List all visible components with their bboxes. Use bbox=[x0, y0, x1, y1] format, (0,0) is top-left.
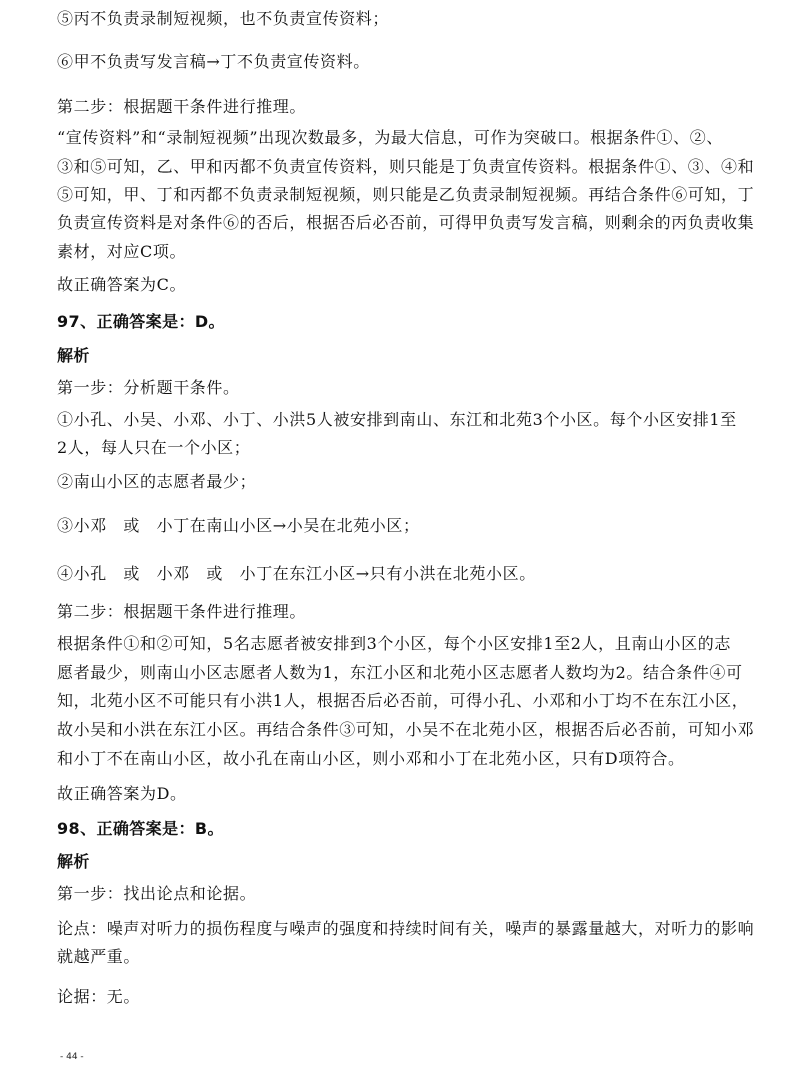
text-line: 故小吴和小洪在东江小区。再结合条件③可知，小吴不在北苑小区，根据否后必否前，可知小邓 bbox=[57, 720, 755, 739]
text-line: 根据条件①和②可知，5名志愿者被安排到3个小区，每个小区安排1至2人，且南山小区的志 bbox=[57, 634, 731, 653]
text-line: 2人，每人只在一个小区； bbox=[57, 438, 251, 457]
text-line: 知，北苑小区不可能只有小洪1人，根据否后必否前，可得小孔、小邓和小丁均不在东江小区， bbox=[57, 691, 749, 710]
question-answer-heading: 97、正确答案是：D。 bbox=[57, 312, 225, 331]
text-line: ⑥甲不负责写发言稿→丁不负责宣传资料。 bbox=[57, 52, 370, 71]
analysis-heading: 解析 bbox=[57, 852, 90, 871]
text-line: 素材，对应C项。 bbox=[57, 242, 187, 261]
text-line: ④小孔 或 小邓 或 小丁在东江小区→只有小洪在北苑小区。 bbox=[57, 564, 536, 583]
step-heading: 第一步：找出论点和论据。 bbox=[57, 884, 257, 903]
text-line: ⑤丙不负责录制短视频，也不负责宣传资料； bbox=[57, 9, 390, 28]
analysis-heading: 解析 bbox=[57, 346, 90, 365]
text-line: 论点：噪声对听力的损伤程度与噪声的强度和持续时间有关，噪声的暴露量越大，对听力的影响 bbox=[57, 919, 755, 938]
text-line: 论据：无。 bbox=[57, 987, 141, 1006]
text-line: 就越严重。 bbox=[57, 947, 141, 966]
text-line: 负责宣传资料是对条件⑥的否后，根据否后必否前，可得甲负责写发言稿，则剩余的丙负责收集 bbox=[57, 213, 755, 232]
text-line: ②南山小区的志愿者最少； bbox=[57, 472, 257, 491]
step-heading: 第一步：分析题干条件。 bbox=[57, 378, 240, 397]
page-number: - 44 - bbox=[60, 1052, 84, 1062]
text-line: “宣传资料”和“录制短视频”出现次数最多，为最大信息，可作为突破口。根据条件①、②、 bbox=[57, 128, 723, 147]
step-heading: 第二步：根据题干条件进行推理。 bbox=[57, 602, 307, 621]
text-line: 愿者最少，则南山小区志愿者人数为1，东江小区和北苑小区志愿者人数均为2。结合条件④可 bbox=[57, 663, 743, 682]
question-answer-heading: 98、正确答案是：B。 bbox=[57, 819, 224, 838]
answer-line: 故正确答案为D。 bbox=[57, 784, 187, 803]
text-line: ③小邓 或 小丁在南山小区→小吴在北苑小区； bbox=[57, 516, 420, 535]
step-heading: 第二步：根据题干条件进行推理。 bbox=[57, 97, 307, 116]
text-line: 和小丁不在南山小区，故小孔在南山小区，则小邓和小丁在北苑小区，只有D项符合。 bbox=[57, 749, 685, 768]
text-line: ①小孔、小吴、小邓、小丁、小洪5人被安排到南山、东江和北苑3个小区。每个小区安排1至 bbox=[57, 410, 737, 429]
text-line: ⑤可知，甲、丁和丙都不负责录制短视频，则只能是乙负责录制短视频。再结合条件⑥可知，丁 bbox=[57, 185, 755, 204]
answer-line: 故正确答案为C。 bbox=[57, 275, 187, 294]
text-line: ③和⑤可知，乙、甲和丙都不负责宣传资料，则只能是丁负责宣传资料。根据条件①、③、④和 bbox=[57, 157, 755, 176]
